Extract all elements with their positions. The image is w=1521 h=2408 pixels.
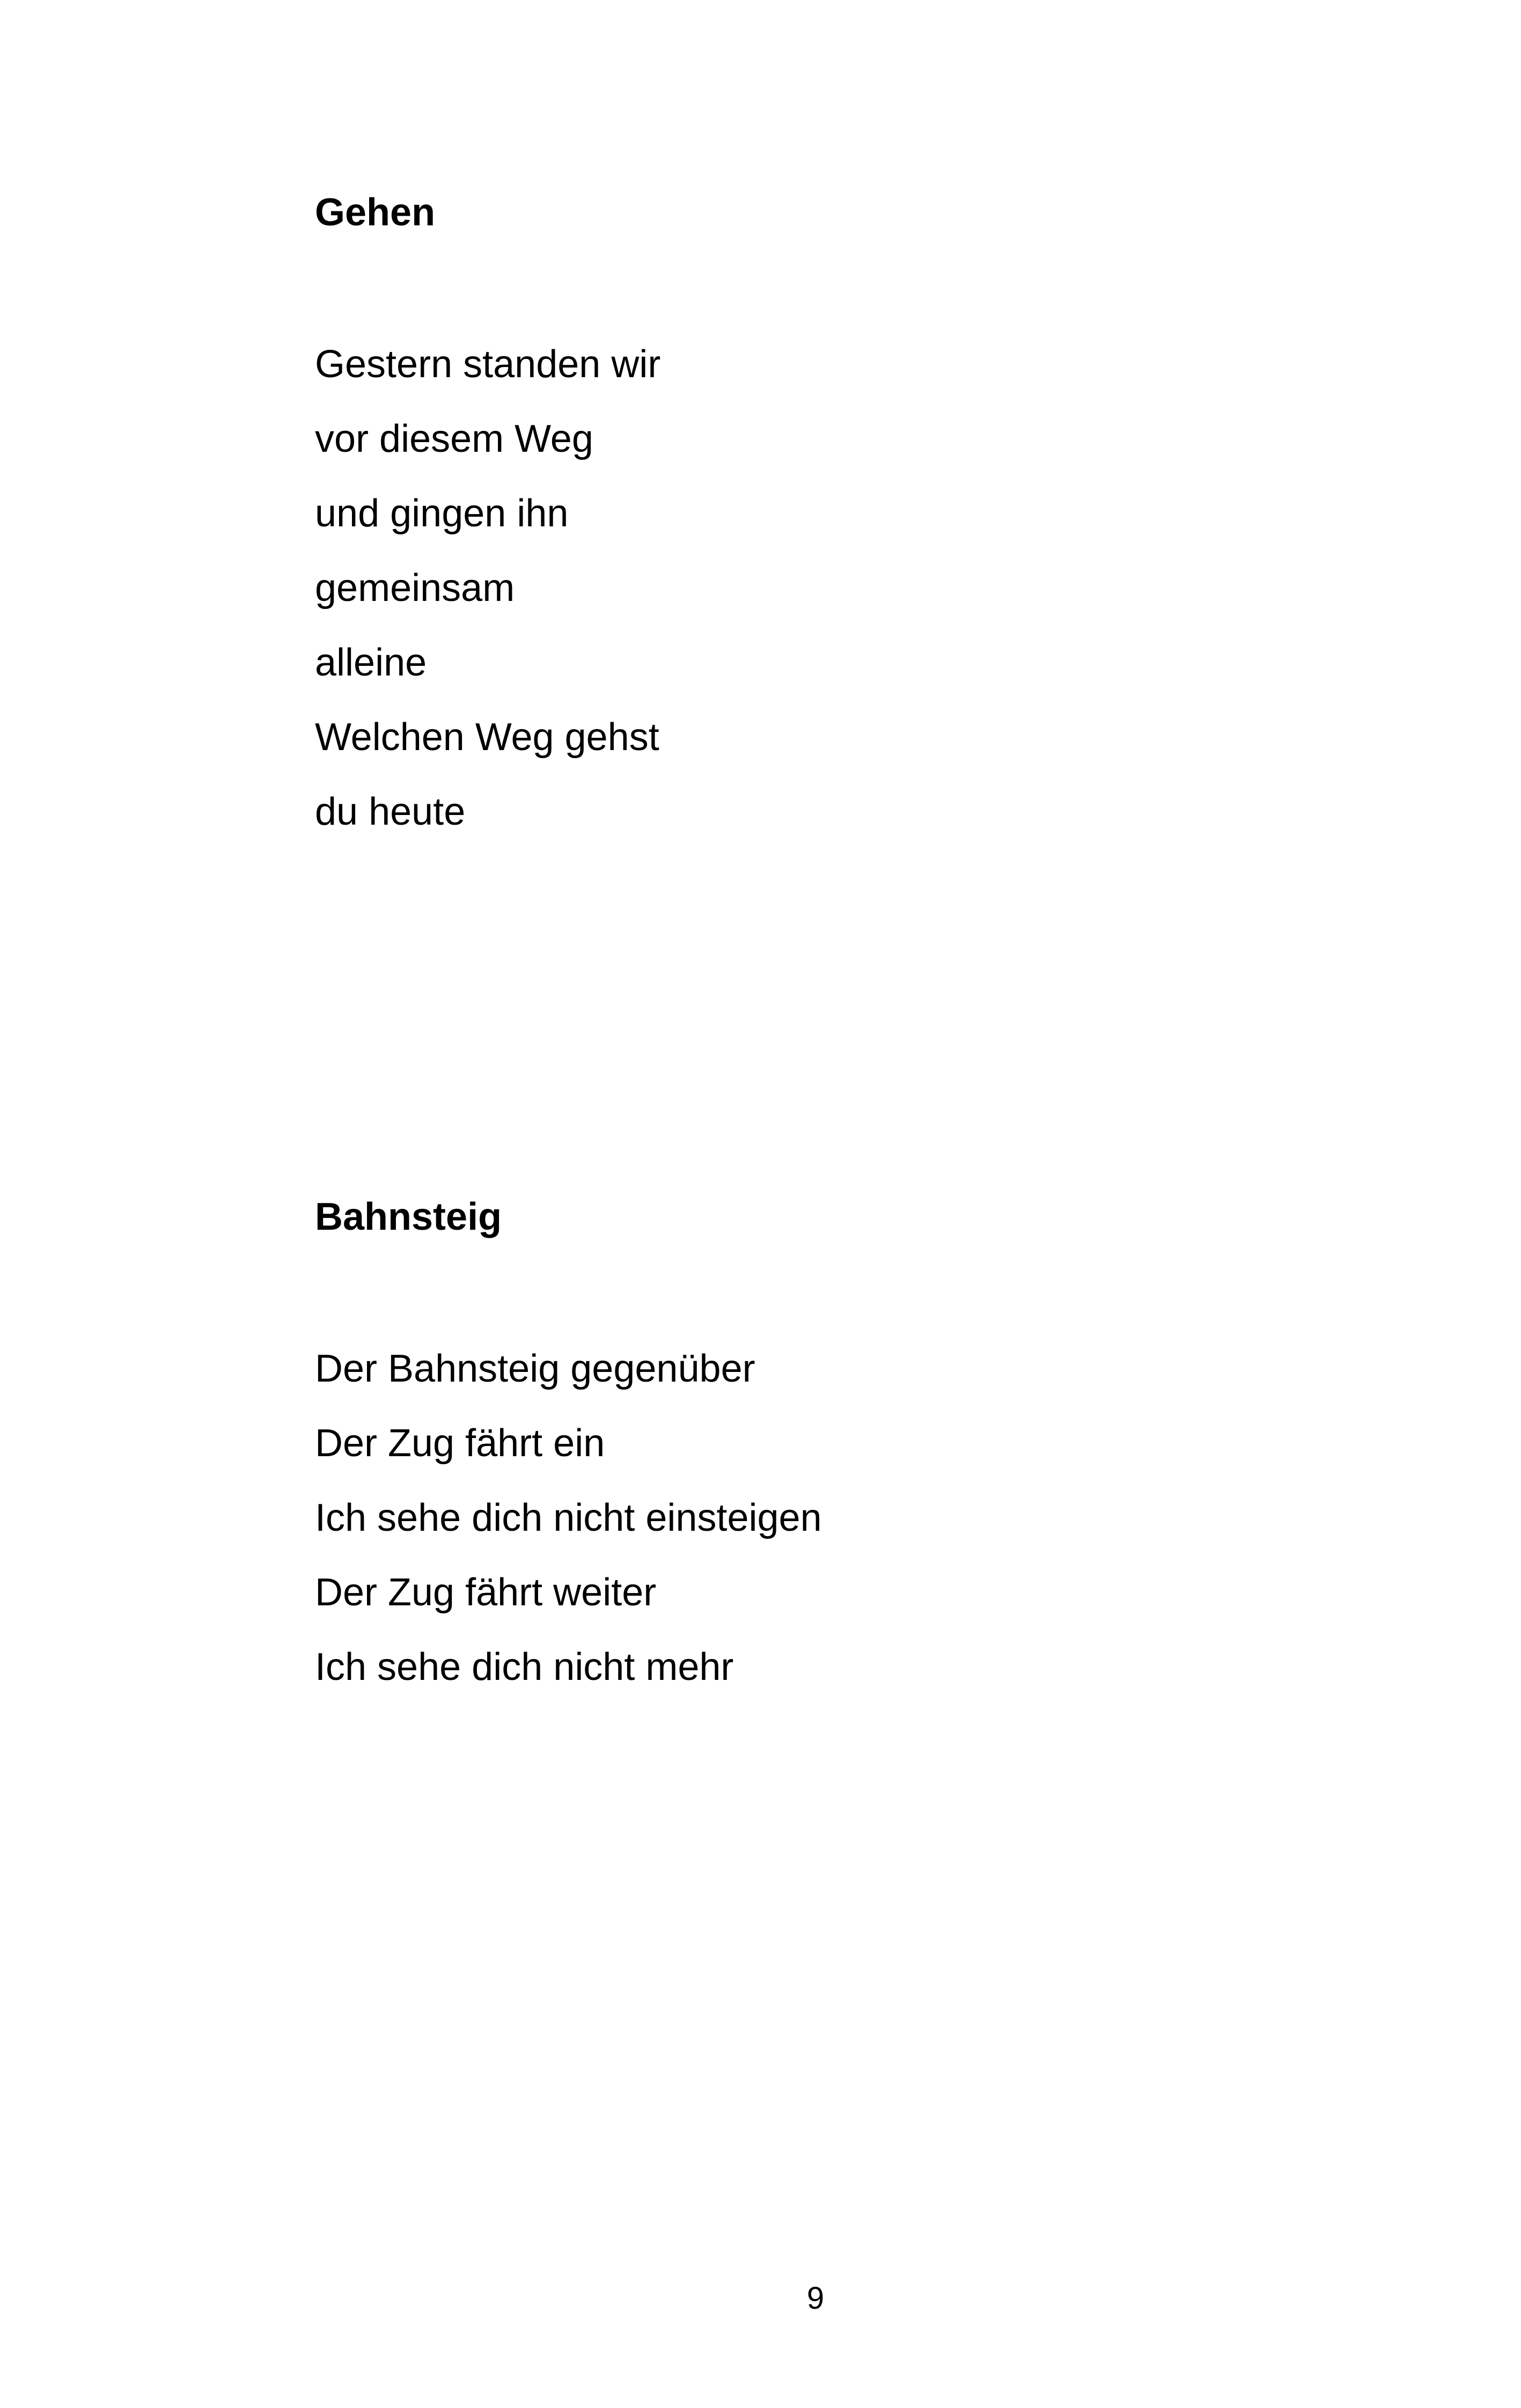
poem-lines (315, 1332, 1281, 1705)
poem-line: gemeinsam (315, 567, 515, 610)
poem-lines (315, 327, 1281, 849)
poem-line: Welchen Weg gehst (315, 716, 659, 759)
poem-gehen (315, 193, 1281, 849)
poem-line: und gingen ihn (315, 492, 569, 535)
poem-bahnsteig (315, 1195, 1281, 1705)
poem-line: Der Zug fährt weiter (315, 1571, 657, 1614)
poem-line: Der Zug fährt ein (315, 1422, 605, 1465)
page-number: 9 (806, 2281, 825, 2316)
poem-line: Ich sehe dich nicht einsteigen (315, 1496, 822, 1539)
poem-line: Gestern standen wir (315, 343, 661, 386)
poem-line: du heute (315, 790, 466, 833)
poem-line: vor diesem Weg (315, 417, 593, 460)
poem-title: Gehen (315, 191, 436, 234)
poem-line: Der Bahnsteig gegenüber (315, 1347, 755, 1390)
poem-title: Bahnsteig (315, 1195, 502, 1238)
poem-line: alleine (315, 641, 427, 684)
poem-line: Ich sehe dich nicht mehr (315, 1646, 734, 1688)
